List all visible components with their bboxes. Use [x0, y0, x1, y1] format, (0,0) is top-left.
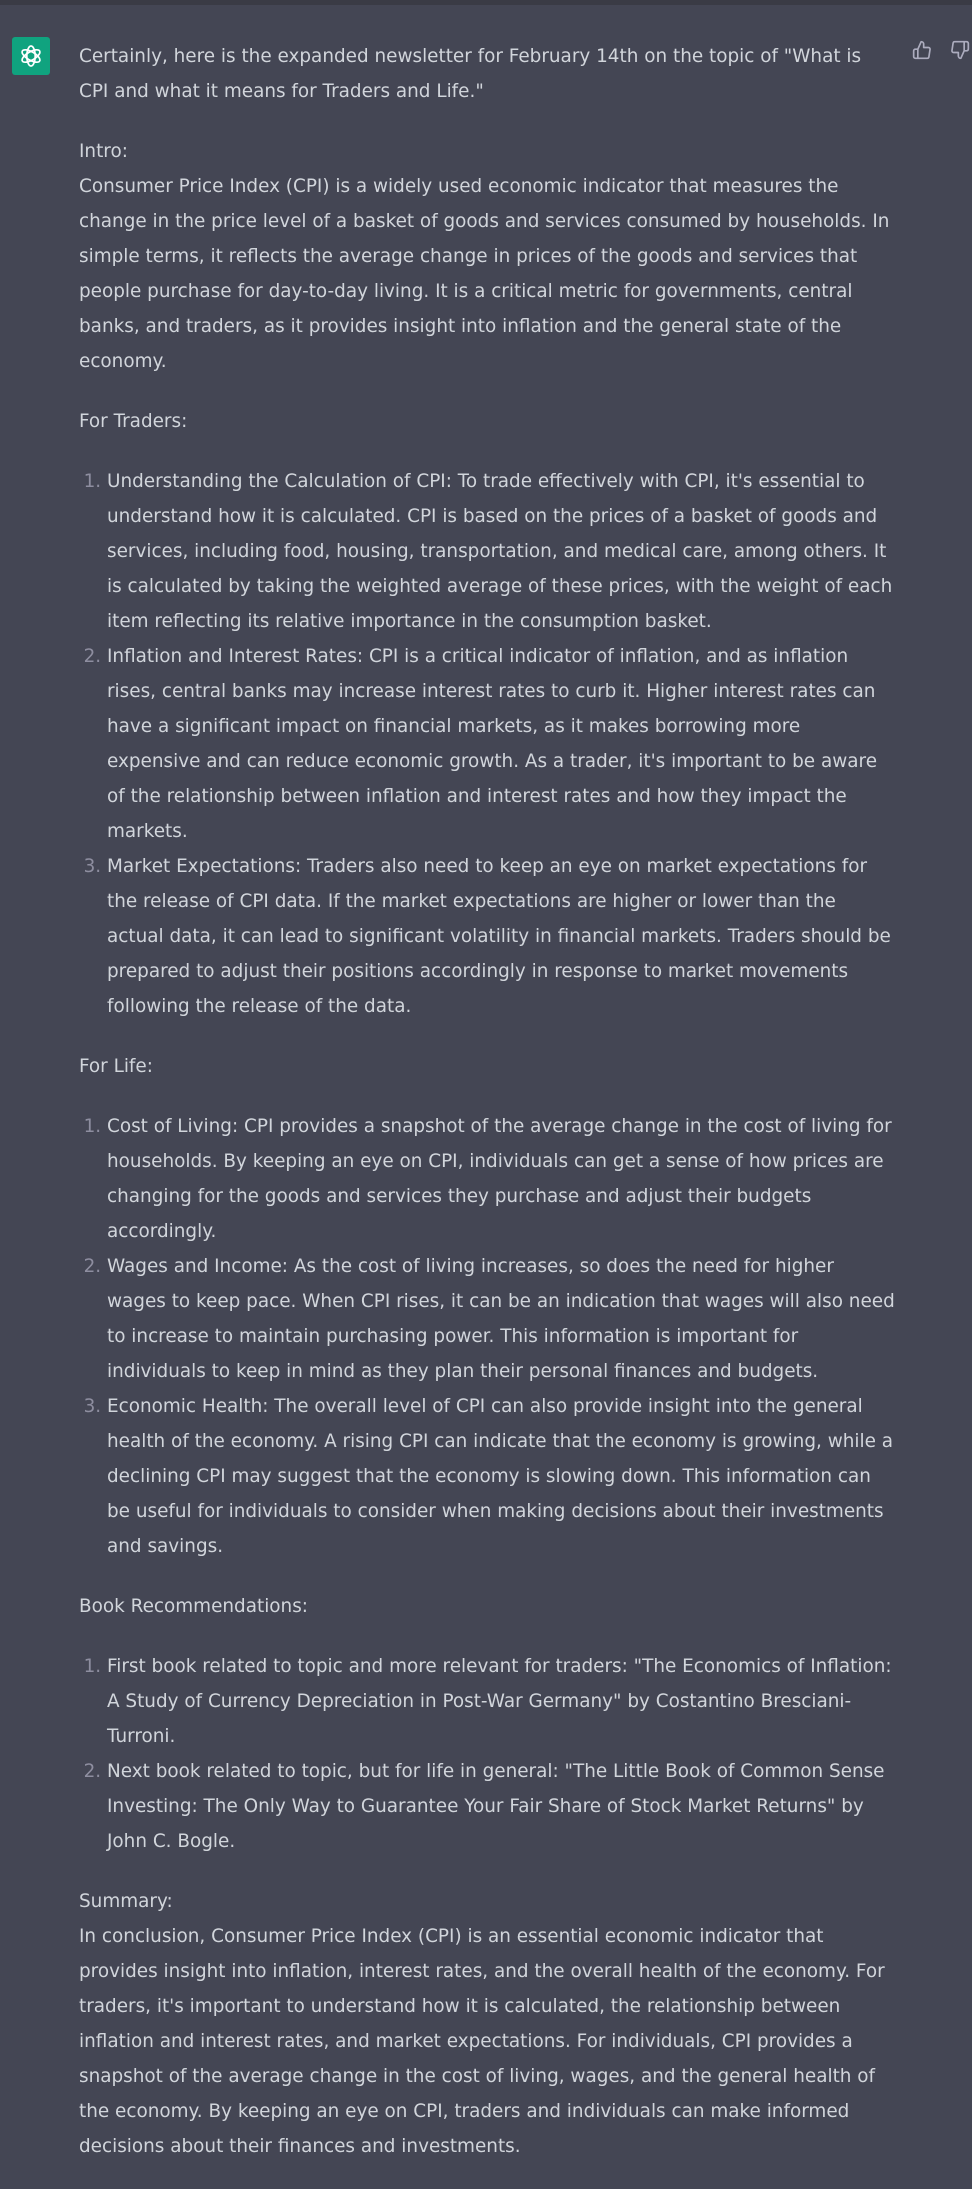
books-heading: Book Recommendations:: [79, 1596, 308, 1617]
list-item: 1. First book related to topic and more relevant for traders: "The Economics of Inflation: A Study of Currency Depreciation in Post-War Germany" by Costantino Bresciani-Turroni.: [107, 1649, 895, 1754]
summary-text: In conclusion, Consumer Price Index (CPI) is an essential economic indicator that provides insight into inflation, interest rates, and the overall health of the economy. For traders, it's important to understand how it is calculated, the relationship between inflation and interest rates, and market expectations. For individuals, CPI provides a snapshot of the average change in the cost of living, wages, and the general health of the economy. By keeping an eye on CPI, traders and individuals can make informed decisions about their finances and investments.: [79, 1926, 885, 2157]
assistant-avatar: [12, 37, 50, 75]
thumbs-up-icon: [912, 40, 932, 60]
life-heading: For Life:: [79, 1056, 153, 1077]
assistant-message: [79, 39, 895, 2189]
list-item: 2. Inflation and Interest Rates: CPI is a critical indicator of inflation, and as inflation rises, central banks may increase interest rates to curb it. Higher interest rates can have a significant impact on financial markets, as it makes borrowing more expensive and can reduce economic growth. As a trader, it's important to be aware of the relationship between inflation and interest rates and how they impact the markets.: [107, 639, 895, 849]
summary-heading: Summary:: [79, 1891, 173, 1912]
thumbs-down-button[interactable]: [948, 38, 972, 62]
thumbs-down-icon: [950, 40, 970, 60]
message-opening: Certainly, here is the expanded newsletter for February 14th on the topic of "What is CPI and what it means for Traders and Life.": [79, 46, 862, 102]
top-divider: [0, 0, 972, 5]
list-item: 2. Next book related to topic, but for life in general: "The Little Book of Common Sense Investing: The Only Way to Guarantee Your Fair Share of Stock Market Returns" by John C. Bogle.: [107, 1754, 895, 1859]
traders-list: [79, 464, 895, 1024]
list-item: 3. Market Expectations: Traders also need to keep an eye on market expectations for the release of CPI data. If the market expectations are higher or lower than the actual data, it can lead to significant volatility in financial markets. Traders should be prepared to adjust their positions accordingly in response to market movements following the release of the data.: [107, 849, 895, 1024]
intro-text: Consumer Price Index (CPI) is a widely used economic indicator that measures the change in the price level of a basket of goods and services consumed by households. In simple terms, it reflects the average change in prices of the goods and services that people purchase for day-to-day living. It is a critical metric for governments, central banks, and traders, as it provides insight into inflation and the general state of the economy.: [79, 176, 890, 372]
summary-section: [79, 1884, 895, 2164]
list-item: 3. Economic Health: The overall level of CPI can also provide insight into the general health of the economy. A rising CPI can indicate that the economy is growing, while a declining CPI may suggest that the economy is slowing down. This information can be useful for individuals to consider when making decisions about their investments and savings.: [107, 1389, 895, 1564]
traders-heading: For Traders:: [79, 411, 188, 432]
feedback-buttons: [910, 38, 972, 62]
list-item: 1. Cost of Living: CPI provides a snapshot of the average change in the cost of living for households. By keeping an eye on CPI, individuals can get a sense of how prices are changing for the goods and services they purchase and adjust their budgets accordingly.: [107, 1109, 895, 1249]
intro-heading: Intro:: [79, 141, 128, 162]
life-list: [79, 1109, 895, 1564]
openai-logo-icon: [18, 43, 44, 69]
thumbs-up-button[interactable]: [910, 38, 934, 62]
list-item: 2. Wages and Income: As the cost of living increases, so does the need for higher wages to keep pace. When CPI rises, it can be an indication that wages will also need to increase to maintain purchasing power. This information is important for individuals to keep in mind as they plan their personal finances and budgets.: [107, 1249, 895, 1389]
list-item: 1. Understanding the Calculation of CPI: To trade effectively with CPI, it's essential to understand how it is calculated. CPI is based on the prices of a basket of goods and services, including food, housing, transportation, and medical care, among others. It is calculated by taking the weighted average of these prices, with the weight of each item reflecting its relative importance in the consumption basket.: [107, 464, 895, 639]
intro-section: [79, 134, 895, 379]
books-list: [79, 1649, 895, 1859]
